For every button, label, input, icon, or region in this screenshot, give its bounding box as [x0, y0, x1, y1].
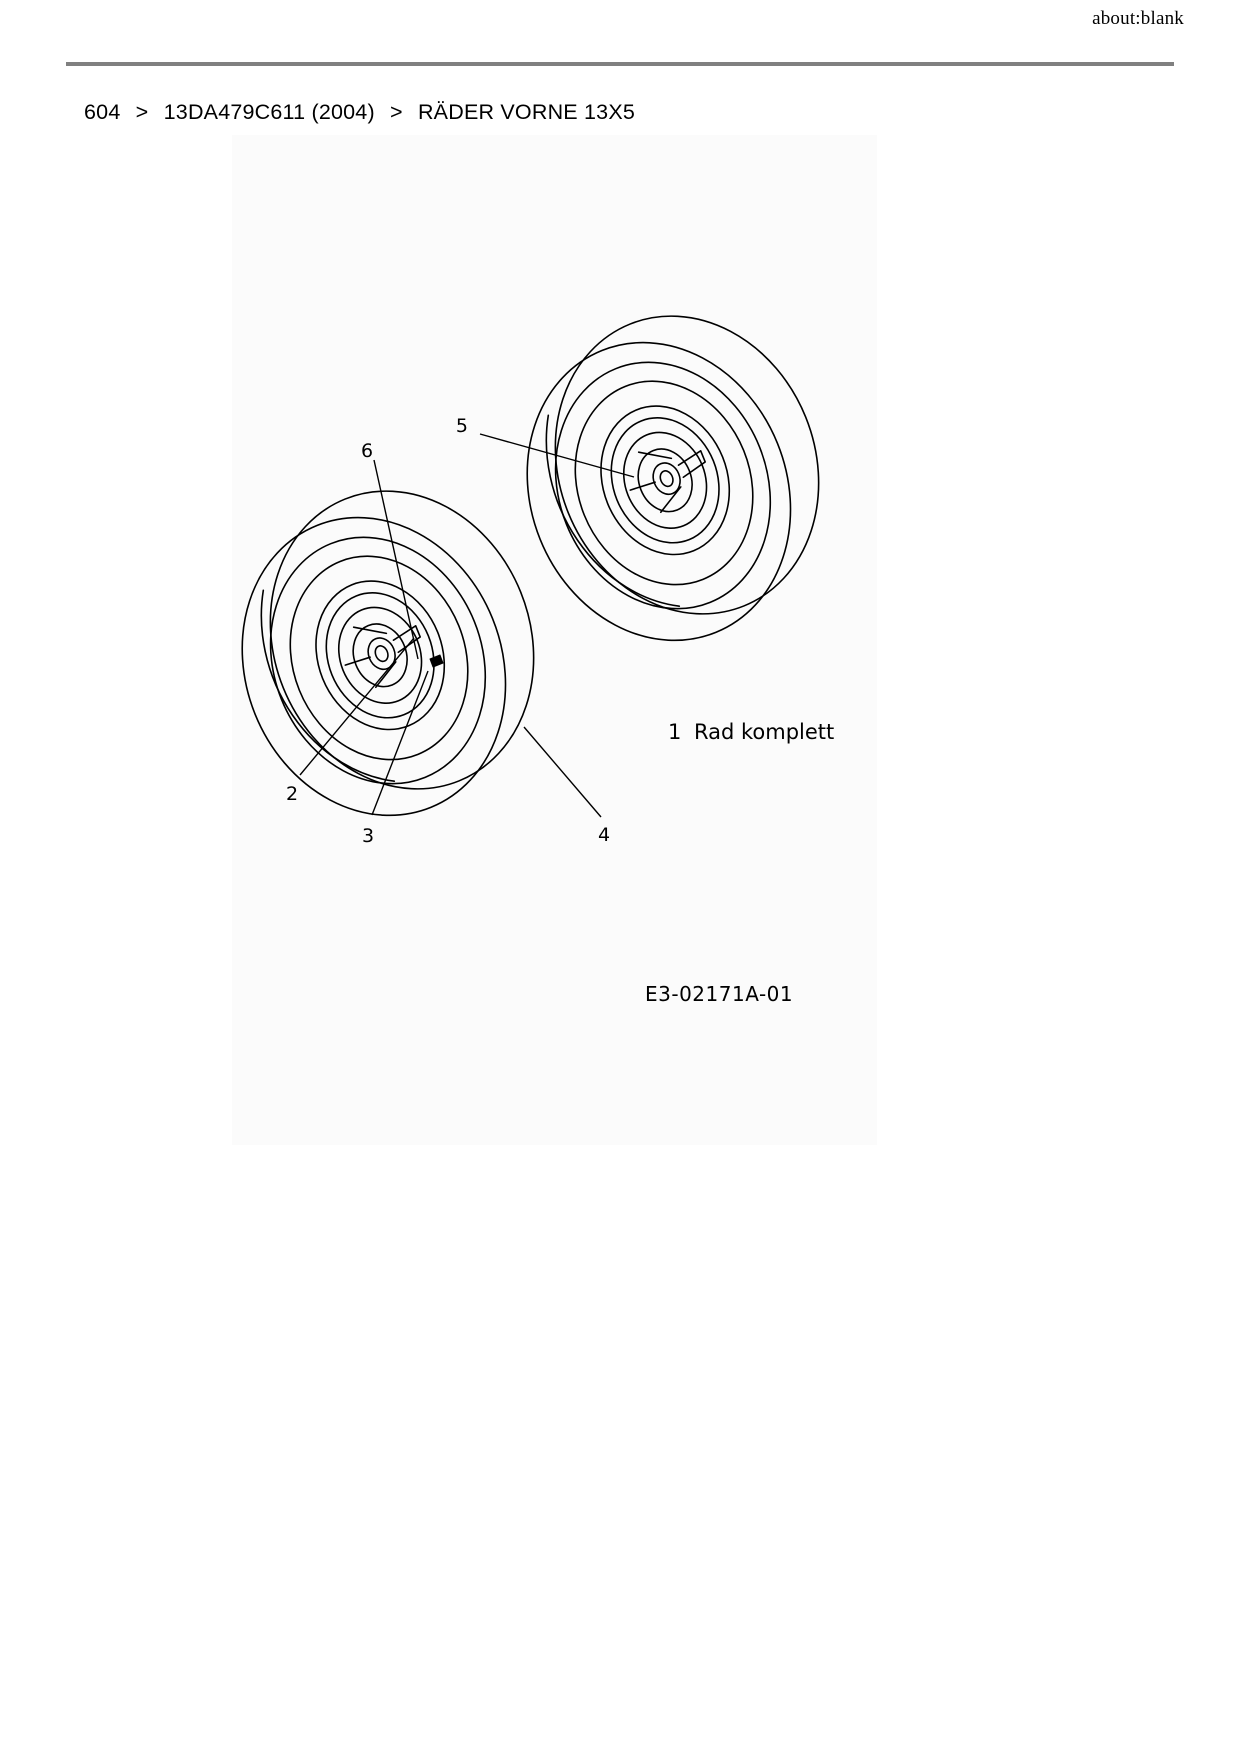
breadcrumb-separator: >	[390, 100, 403, 124]
wheel-lower	[232, 451, 578, 855]
callout-3: 3	[361, 825, 375, 847]
header-divider	[66, 62, 1174, 66]
breadcrumb-separator: >	[135, 100, 149, 124]
wheel-upper	[483, 276, 862, 680]
breadcrumb-item-model[interactable]: 13DA479C611 (2004)	[163, 100, 375, 124]
drawing-code: E3-02171A-01	[645, 982, 794, 1006]
legend-item-1-label: Rad komplett	[694, 720, 835, 744]
callout-6: 6	[360, 440, 374, 462]
legend-item-1-number: 1	[668, 720, 682, 744]
callout-2: 2	[285, 783, 299, 805]
breadcrumb-item-assembly: RÄDER VORNE 13X5	[417, 100, 636, 124]
breadcrumb	[84, 100, 635, 125]
browser-url-label: about:blank	[1092, 8, 1184, 29]
parts-diagram-drawing	[232, 135, 877, 1145]
callout-4: 4	[597, 824, 611, 846]
parts-diagram	[232, 135, 877, 1145]
callout-5: 5	[455, 415, 468, 437]
breadcrumb-item-model-group[interactable]: 604	[84, 100, 121, 124]
